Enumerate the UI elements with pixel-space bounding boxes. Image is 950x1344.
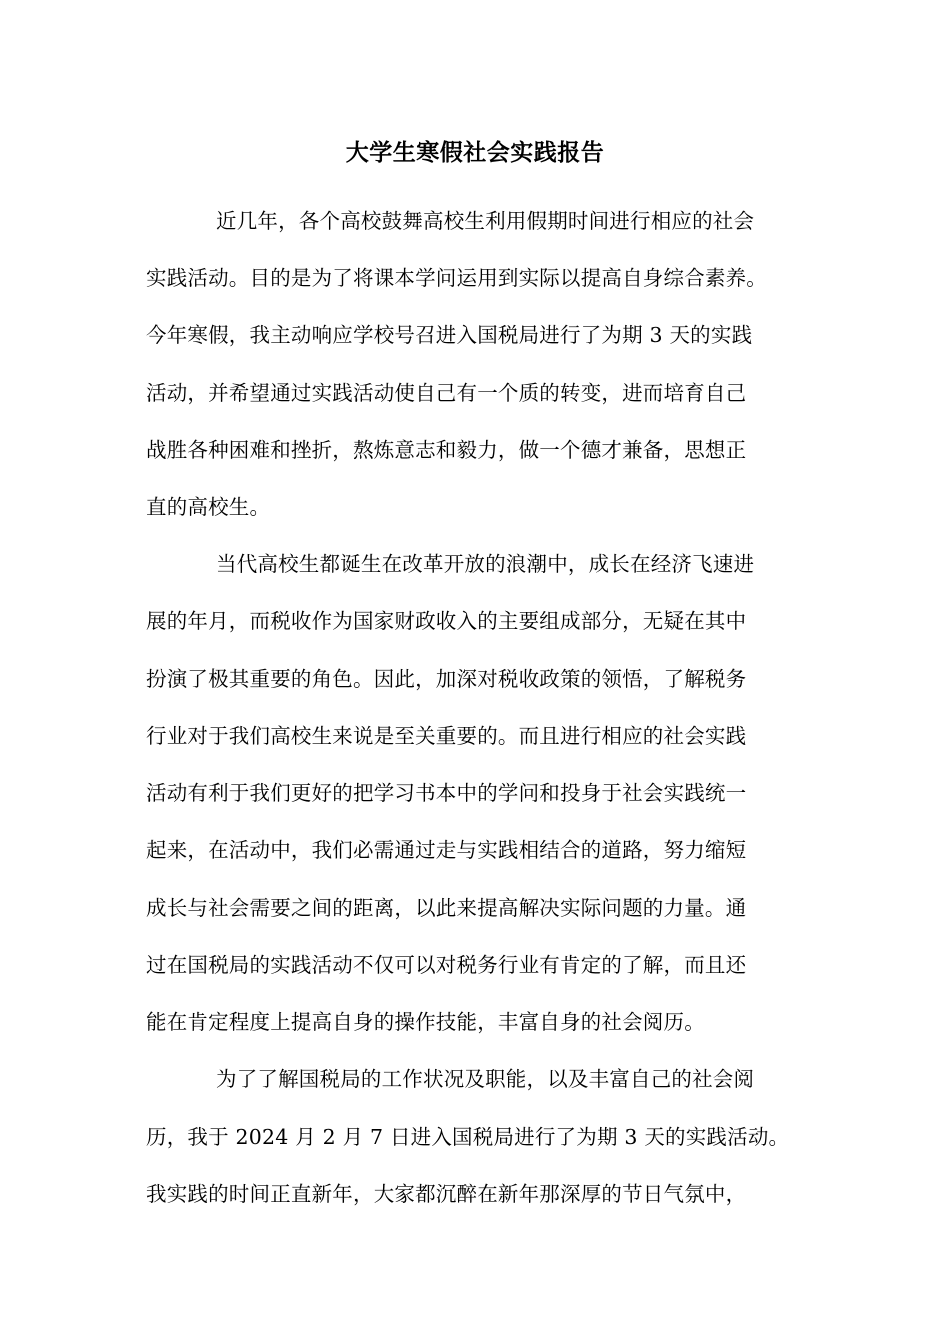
paragraph-2-line-2: 展的年月，而税收作为国家财政收入的主要组成部分，无疑在其中 — [146, 609, 747, 633]
document-title: 大学生寒假社会实践报告 — [345, 139, 605, 166]
paragraph-1-line-4: 活动，并希望通过实践活动使自己有一个质的转变，进而培育自己 — [146, 381, 747, 405]
paragraph-3-line-1: 为了了解国税局的工作状况及职能，以及丰富自己的社会阅 — [216, 1067, 755, 1091]
paragraph-2-line-7: 成长与社会需要之间的距离，以此来提高解决实际问题的力量。通 — [146, 896, 747, 920]
paragraph-1-line-5: 战胜各种困难和挫折，熬炼意志和毅力，做一个德才兼备，思想正 — [146, 438, 747, 462]
paragraph-1-line-2: 实践活动。目的是为了将课本学问运用到实际以提高自身综合素养。 — [146, 266, 767, 290]
paragraph-2-line-8: 过在国税局的实践活动不仅可以对税务行业有肯定的了解，而且还 — [146, 953, 747, 977]
paragraph-1-line-3: 今年寒假，我主动响应学校号召进入国税局进行了为期 3 天的实践 — [146, 323, 753, 347]
paragraph-1-line-1: 近几年，各个高校鼓舞高校生利用假期时间进行相应的社会 — [216, 209, 755, 233]
paragraph-2-line-6: 起来，在活动中，我们必需通过走与实践相结合的道路，努力缩短 — [146, 838, 747, 862]
paragraph-2-line-4: 行业对于我们高校生来说是至关重要的。而且进行相应的社会实践 — [146, 724, 747, 748]
paragraph-3-line-2: 历，我于 2024 月 2 月 7 日进入国税局进行了为期 3 天的实践活动。 — [146, 1125, 790, 1149]
paragraph-1-line-6: 直的高校生。 — [146, 495, 271, 519]
paragraph-2-line-1: 当代高校生都诞生在改革开放的浪潮中，成长在经济飞速进 — [216, 552, 755, 576]
paragraph-2-line-5: 活动有利于我们更好的把学习书本中的学问和投身于社会实践统一 — [146, 781, 747, 805]
paragraph-3-line-3: 我实践的时间正直新年，大家都沉醉在新年那深厚的节日气氛中， — [146, 1182, 747, 1206]
paragraph-2-line-9: 能在肯定程度上提高自身的操作技能，丰富自身的社会阅历。 — [146, 1010, 705, 1034]
paragraph-2-line-3: 扮演了极其重要的角色。因此，加深对税收政策的领悟，了解税务 — [146, 667, 747, 691]
